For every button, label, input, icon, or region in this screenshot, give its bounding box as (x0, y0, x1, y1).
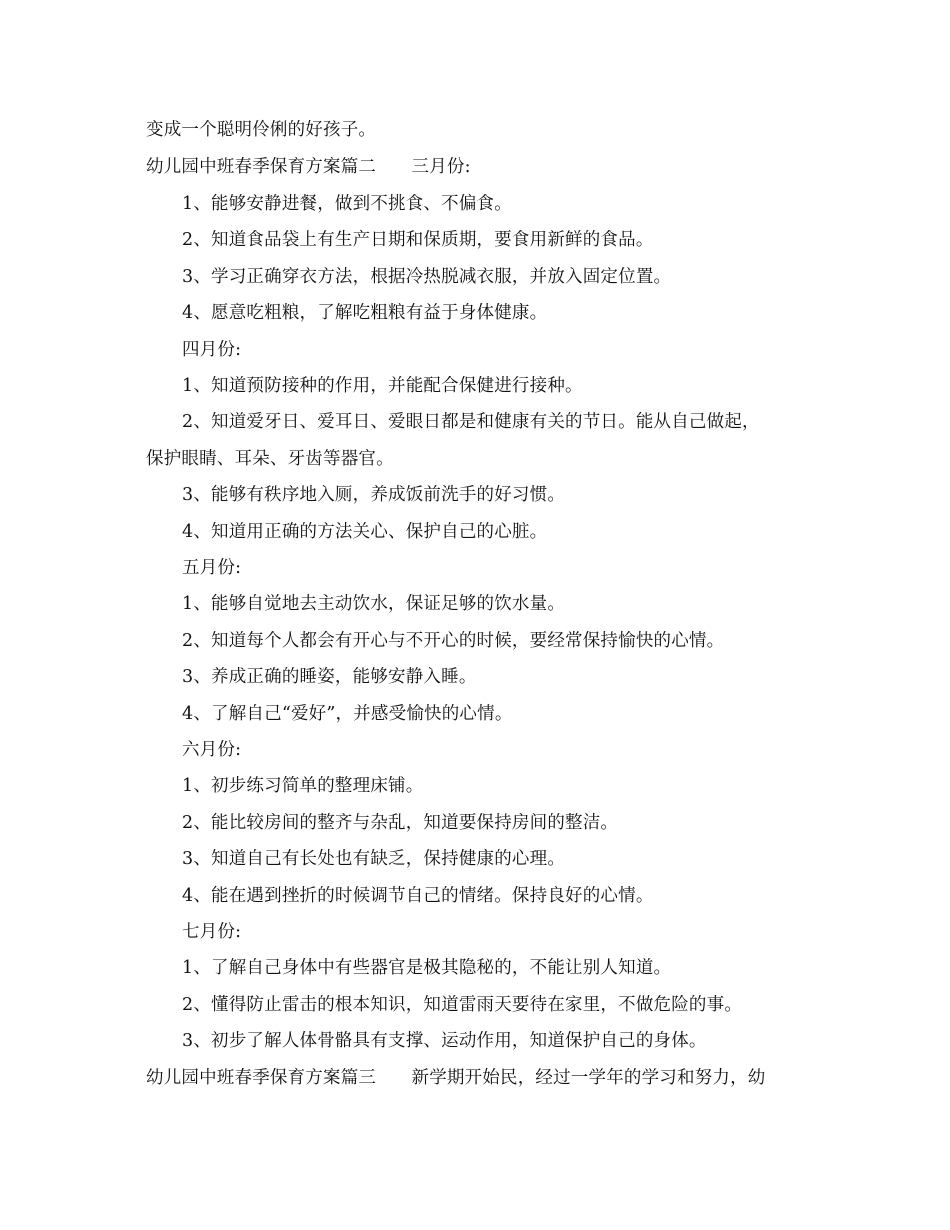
text-line: 1、能够自觉地去主动饮水，保证足够的饮水量。 (182, 594, 566, 614)
text-line: 1、了解自己身体中有些器官是极其隐秘的，不能让别人知道。 (182, 958, 672, 978)
text-line: 2、知道食品袋上有生产日期和保质期，要食用新鲜的食品。 (182, 230, 654, 250)
text-line: 3、知道自己有长处也有缺乏，保持健康的心理。 (182, 849, 566, 869)
month-heading: 五月份: (182, 558, 242, 578)
text-line: 变成一个聪明伶俐的好孩子。 (146, 120, 377, 140)
text-line: 2、知道每个人都会有开心与不开心的时候，要经常保持愉快的心情。 (182, 631, 725, 651)
text-line: 3、初步了解人体骨骼具有支撑、运动作用，知道保护自己的身体。 (182, 1031, 707, 1051)
text-line: 4、了解自己“爱好”，并感受愉快的心情。 (182, 704, 513, 724)
text-line: 2、能比较房间的整齐与杂乱，知道要保持房间的整洁。 (182, 813, 619, 833)
text-line: 4、知道用正确的方法关心、保护自己的心脏。 (182, 522, 548, 542)
text-line: 3、学习正确穿衣方法，根据冷热脱减衣服，并放入固定位置。 (182, 267, 672, 287)
month-heading: 七月份: (182, 922, 242, 942)
text-line: 1、能够安静进餐，做到不挑食、不偏食。 (182, 194, 512, 214)
month-heading: 六月份: (182, 740, 242, 760)
text-line: 3、能够有秩序地入厕，养成饭前洗手的好习惯。 (182, 485, 566, 505)
text-line: 2、知道爱牙日、爱耳日、爱眼日都是和健康有关的节日。能从自己做起， (182, 412, 760, 432)
section-heading: 幼儿园中班春季保育方案篇三 新学期开始民，经过一学年的学习和努力，幼 (146, 1068, 766, 1088)
text-line: 1、初步练习简单的整理床铺。 (182, 776, 424, 796)
text-line: 保护眼睛、耳朵、牙齿等器官。 (146, 449, 394, 469)
section-heading: 幼儿园中班春季保育方案篇二 三月份: (146, 157, 471, 177)
month-heading: 四月份: (182, 340, 242, 360)
text-line: 3、养成正确的睡姿，能够安静入睡。 (182, 667, 477, 687)
text-line: 4、愿意吃粗粮，了解吃粗粮有益于身体健康。 (182, 303, 548, 323)
text-line: 4、能在遇到挫折的时候调节自己的情绪。保持良好的心情。 (182, 886, 654, 906)
text-line: 1、知道预防接种的作用，并能配合保健进行接种。 (182, 376, 583, 396)
text-line: 2、懂得防止雷击的根本知识，知道雷雨天要待在家里，不做危险的事。 (182, 995, 743, 1015)
